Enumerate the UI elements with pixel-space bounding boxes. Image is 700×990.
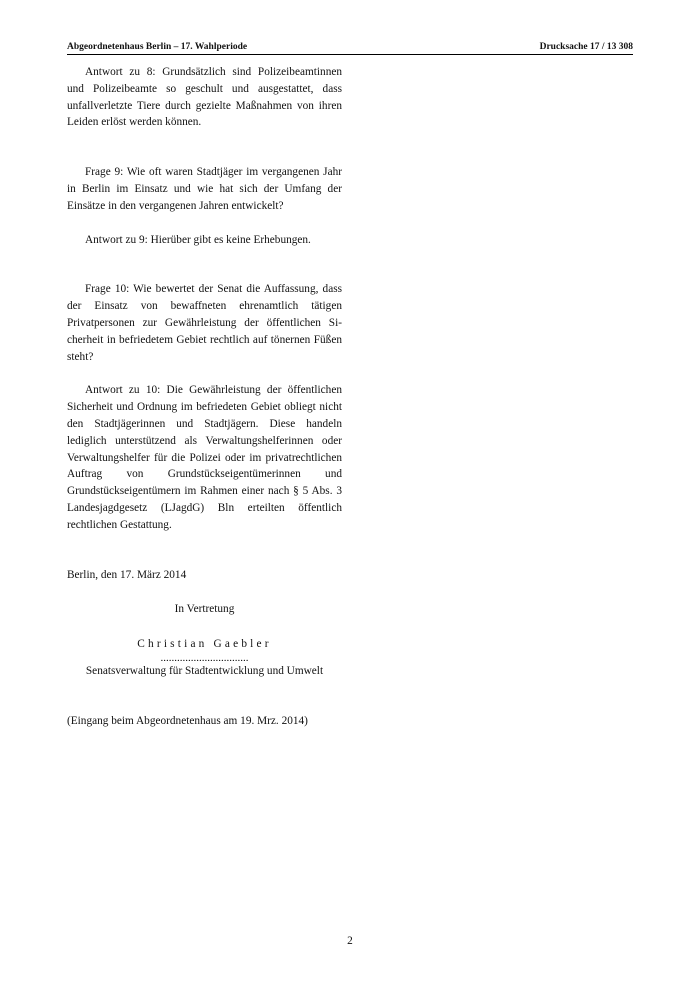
header-divider <box>67 54 633 55</box>
header-parliament-title: Abgeordnetenhaus Berlin – 17. Wahlperiode <box>67 42 248 52</box>
header-document-number: Drucksache 17 / 13 308 <box>539 42 633 52</box>
receipt-note: (Eingang beim Abgeordnetenhaus am 19. Mrz. 2014) <box>67 714 308 727</box>
page-header <box>67 40 633 54</box>
answer-8-paragraph: Antwort zu 8: Grundsätzlich sind Polizeibeamtinnen und Polizeibeamte so geschult und ausgestattet, dass unfallverletzte Tiere durch gezielte Maßnahmen von ihren Leiden erlöst werden können. <box>67 66 342 129</box>
place-and-date: Berlin, den 17. März 2014 <box>67 568 187 581</box>
question-10-paragraph: Frage 10: Wie bewertet der Senat die Auffassung, dass der Einsatz von bewaffneten ehrenamtlich tätigen Privatpersonen zur Gewährleistung der öffentlichen Sicherheit in befriedetem Gebiet rechtlich auf tönernen Füßen steht? <box>67 283 342 363</box>
in-representation-line: In Vertretung <box>174 603 235 616</box>
page-number: 2 <box>347 935 353 947</box>
signatory-name: Christian Gaebler <box>137 638 272 651</box>
answer-10-paragraph: Antwort zu 10: Die Gewährleistung der öffentlichen Sicherheit und Ordnung im befriedeten Gebiet obliegt nicht den Stadtjägerinnen und Stadtjägern. Diese handeln lediglich unterstützend als Verwaltungshelferinnen oder Verwaltungshelfer für die Polizei oder im privatrechtlichen Auftrag von Grundstückseigentümerinnen und Grundstückseigentümern im Rahmen einer nach § 5 Abs. 3 Landesjagdgesetz (LJagdG) Bln erteilten öffentlich rechtlichen Gestattung. <box>67 384 342 531</box>
signature-dotted-line: ................................ <box>160 651 249 664</box>
question-9-paragraph: Frage 9: Wie oft waren Stadtjäger im vergangenen Jahr in Berlin im Einsatz und wie hat sich der Umfang der Einsätze in den vergangenen Jahren entwickelt? <box>67 166 342 212</box>
main-text-column <box>67 64 342 730</box>
answer-9-paragraph: Antwort zu 9: Hierüber gibt es keine Erhebungen. <box>85 233 311 246</box>
authority-name: Senatsverwaltung für Stadtentwicklung und Umwelt <box>85 664 324 677</box>
